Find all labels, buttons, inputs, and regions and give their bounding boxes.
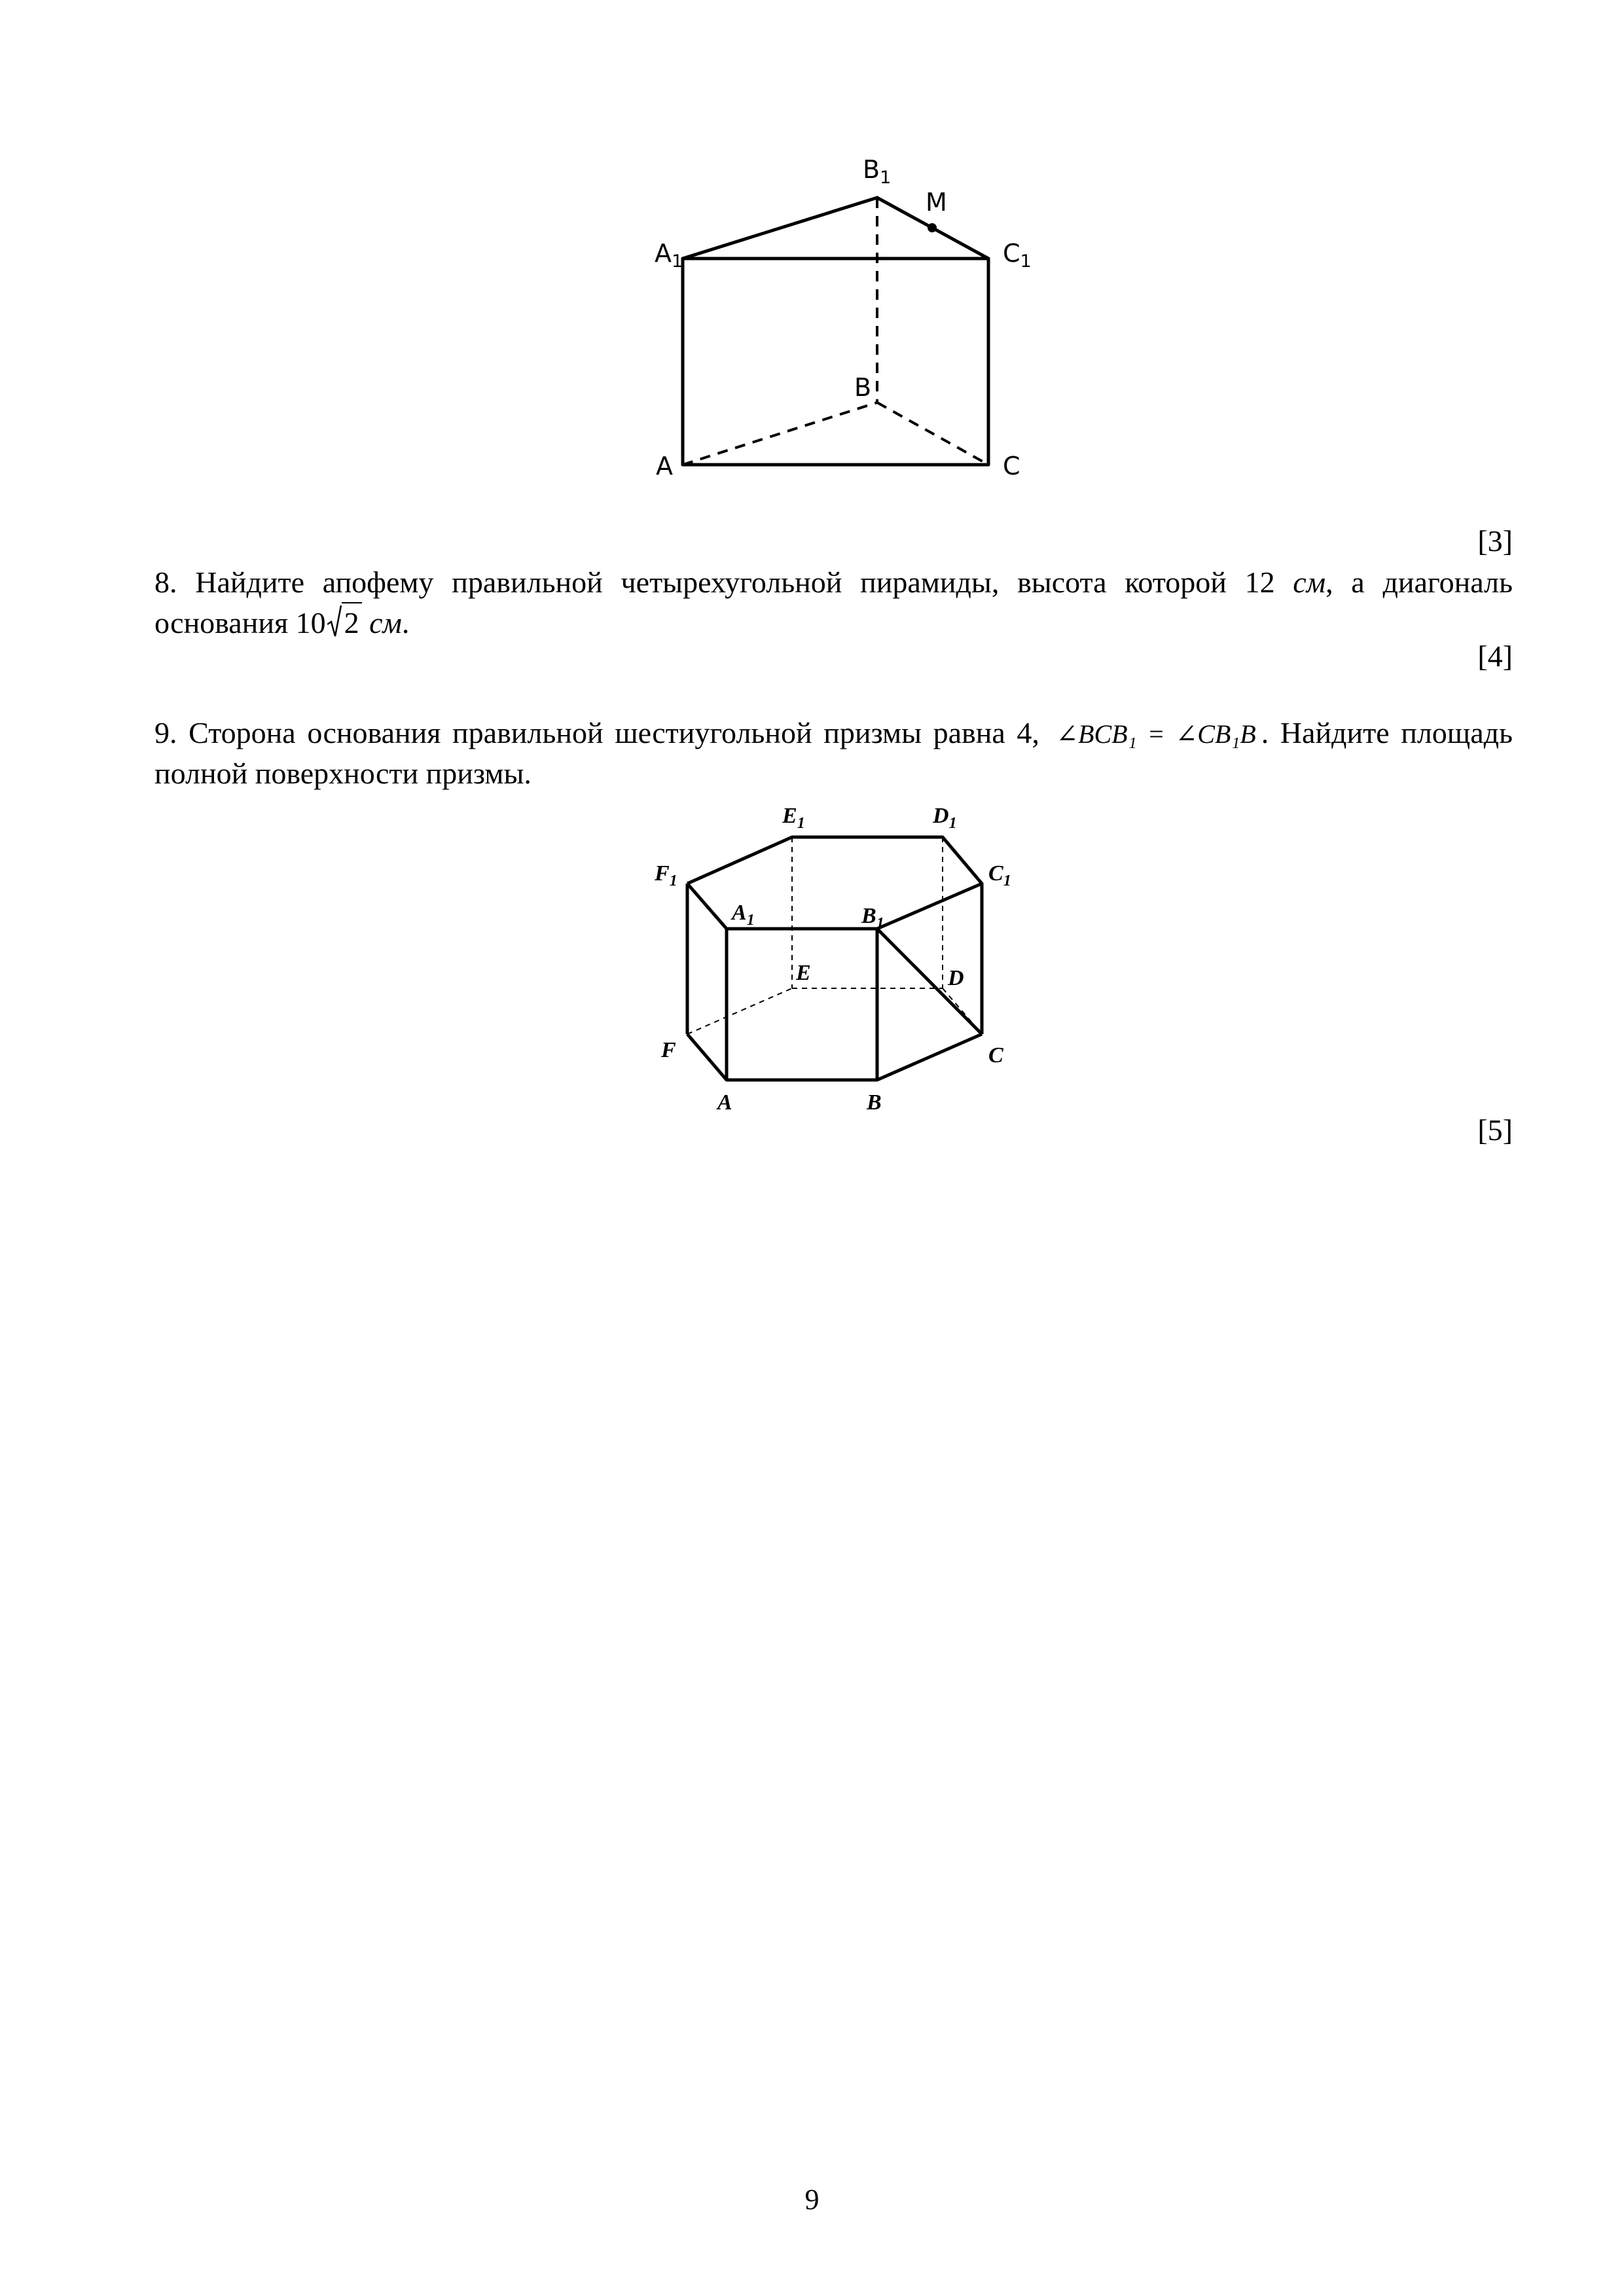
point-m xyxy=(928,223,937,232)
score-mark-q7: [3] xyxy=(1477,524,1513,558)
sqrt-symbol xyxy=(327,602,362,643)
problem-9 xyxy=(154,713,1513,793)
score-mark-q8: [4] xyxy=(1477,639,1513,673)
angle-equation: ∠BCB₁ = ∠CB₁B xyxy=(1056,719,1256,749)
label-f: F xyxy=(661,1038,676,1062)
label-m: M xyxy=(926,188,947,217)
label-a1: $A_1$ xyxy=(655,239,683,272)
label-a1: $A_1$ xyxy=(732,901,755,929)
unit-cm-2: см xyxy=(369,606,402,639)
label-d1: $D_1$ xyxy=(933,804,957,832)
edge-b-c-hidden xyxy=(877,403,988,465)
label-f1: $F_1$ xyxy=(655,861,677,889)
label-b1: $B_1$ xyxy=(863,155,892,188)
problem-8 xyxy=(154,563,1513,643)
edge-f-e-hidden xyxy=(687,988,792,1034)
edge-a-b-hidden xyxy=(683,403,877,465)
problem-9-text-after: . Найдите площадь полной поверхности призмы. xyxy=(154,716,1513,790)
label-e1: $E_1$ xyxy=(782,804,805,832)
hexagonal-prism-figure xyxy=(635,789,1041,1129)
unit-cm: см xyxy=(1293,565,1326,599)
label-b: B xyxy=(867,1090,882,1115)
label-c: C xyxy=(1003,452,1020,480)
edge-a1-b1 xyxy=(683,198,877,259)
score-mark-q9: [5] xyxy=(1477,1113,1513,1147)
diagonal-coefficient: 10 xyxy=(295,606,326,639)
label-c1: $C_1$ xyxy=(988,861,1011,889)
triangular-prism-figure xyxy=(615,144,1047,497)
page-number: 9 xyxy=(804,2183,820,2215)
top-edges-front xyxy=(687,884,877,929)
triangular-prism-diagram xyxy=(615,144,1047,497)
hexagonal-prism-diagram xyxy=(635,789,1041,1129)
label-b1: $B_1$ xyxy=(861,904,884,932)
problem-8-text-middle: , а диагональ основания xyxy=(154,565,1513,639)
bottom-edges-front xyxy=(687,1034,982,1080)
diagonal-value xyxy=(296,606,362,639)
problem-8-text: 8. Найдите апофему правильной четырехугольной пирамиды, высота которой 12 xyxy=(154,565,1293,599)
radical-sign-icon xyxy=(327,605,342,639)
radicand: 2 xyxy=(342,602,362,643)
problem-8-end: . xyxy=(401,606,410,639)
label-c: C xyxy=(988,1043,1003,1067)
label-b: B xyxy=(854,373,872,402)
label-e: E xyxy=(796,961,811,985)
label-a: A xyxy=(717,1090,732,1115)
diagonal-b1-c xyxy=(877,929,982,1034)
label-a: A xyxy=(656,452,673,480)
label-d: D xyxy=(948,966,964,990)
label-c1: $C_1$ xyxy=(1003,239,1032,272)
problem-9-text: 9. Сторона основания правильной шестиугольной призмы равна 4, xyxy=(154,716,1051,749)
